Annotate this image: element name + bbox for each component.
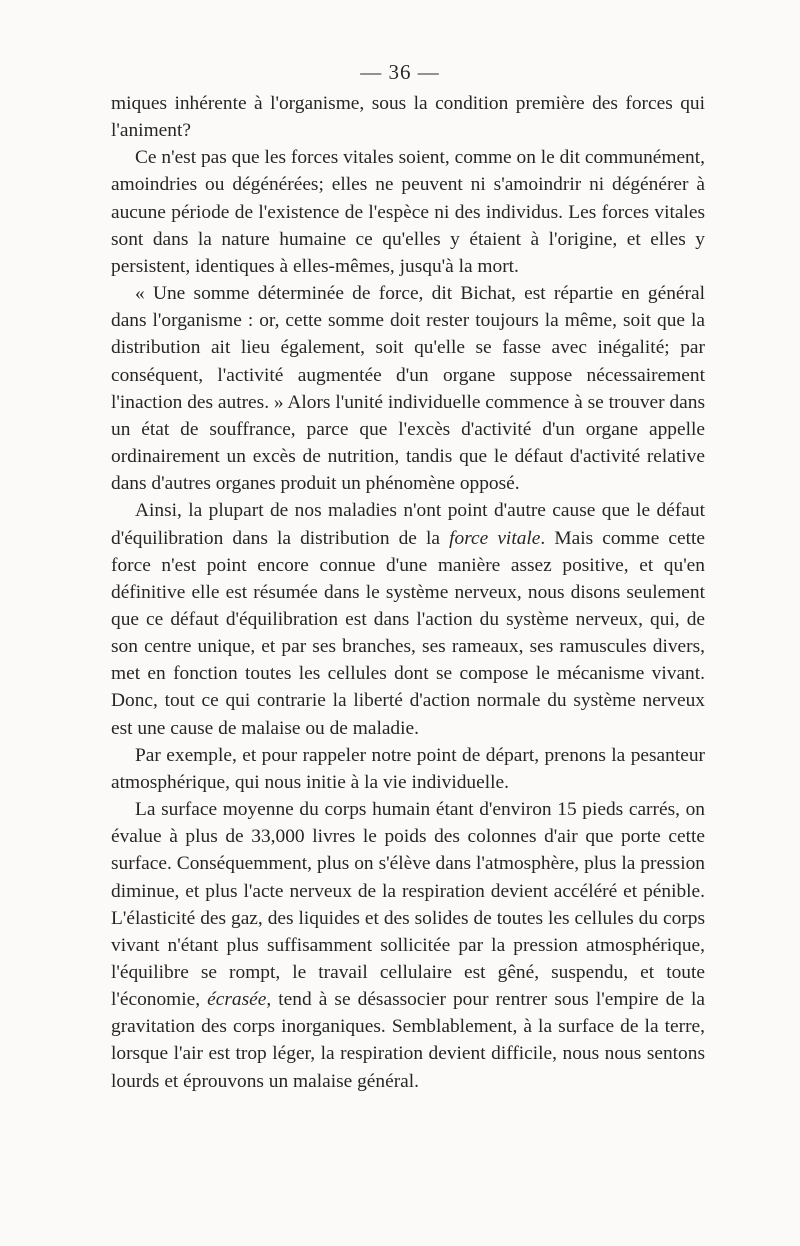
text-segment: , tend à se désassocier pour rentrer sous l'empire de la gravitation des corps inorganiques. Semblablement, à la surface de la terre, lorsque l'air est trop léger, la respiration devient difficile, nous nous sentons lourds et éprouvons un malaise général. [111,989,705,1092]
paragraph [111,90,705,144]
text-segment: Ainsi, la plupart de nos maladies n'ont point d'autre cause que le défaut d'équilibration dans la distribution de la [111,500,705,549]
text-segment: La surface moyenne du corps humain étant d'environ 15 pieds carrés, on évalue à plus de 33,000 livres le poids des colonnes d'air que porte cette surface. Conséquemment, plus on s'élève dans l'atmosphère, plus la pression diminue, et plus l'acte nerveux de la respiration devient accéléré et pénible. L'élasticité des gaz, des liquides et des solides de toutes les cellules du corps vivant n'étant plus suffisamment sollicitée par la pression atmosphérique, l'équilibre se rompt, le travail cellulaire est gêné, suspendu, et toute l'économie, [111,799,705,1011]
paragraph [111,742,705,796]
paragraph [111,280,705,497]
text-segment: miques inhérente à l'organisme, sous la condition première des forces qui l'animent? [111,93,705,142]
text-segment: Par exemple, et pour rappeler notre point de départ, prenons la pesanteur atmosphérique, qui nous initie à la vie individuelle. [111,744,705,793]
text-segment: Ce n'est pas que les forces vitales soient, comme on le dit communément, amoindries ou dégénérées; elles ne peuvent ni s'amoindrir ni dégénérer à aucune période de l'existence de l'espèce ni des individus. Les forces vitales sont dans la nature humaine ce qu'elles y étaient à l'origine, et elles y persistent, identiques à elles-mêmes, jusqu'à la mort. [111,147,705,277]
paragraph [111,144,705,280]
page-number: — 36 — [360,60,440,84]
body-text [111,90,705,1095]
italic-term: écrasée [207,989,267,1011]
italic-term: force vitale [449,527,541,549]
paragraph [111,796,705,1095]
text-segment: . Mais comme cette force n'est point encore connue d'une manière assez positive, et qu'en définitive elle est résumée dans le système nerveux, nous disons seulement que ce défaut d'équilibration est dans l'action du système nerveux, qui, de son centre unique, et par ses branches, ses rameaux, ses ramuscules divers, met en fonction toutes les cellules dont se compose le mécanisme vivant. Donc, tout ce qui contrarie la liberté d'action normale du système nerveux est une cause de malaise ou de maladie. [111,527,705,739]
text-segment: « Une somme déterminée de force, dit Bichat, est répartie en général dans l'organisme : or, cette somme doit rester toujours la même, soit que la distribution ait lieu également, soit qu'elle se fasse avec inégalité; par conséquent, l'activité augmentée d'un organe suppose nécessairement l'inaction des autres. » Alors l'unité individuelle commence à se trouver dans un état de souffrance, parce que l'excès d'activité d'un organe appelle ordinairement un excès de nutrition, tandis que le défaut d'activité relative dans d'autres organes produit un phénomène opposé. [111,283,705,495]
paragraph [111,497,705,741]
